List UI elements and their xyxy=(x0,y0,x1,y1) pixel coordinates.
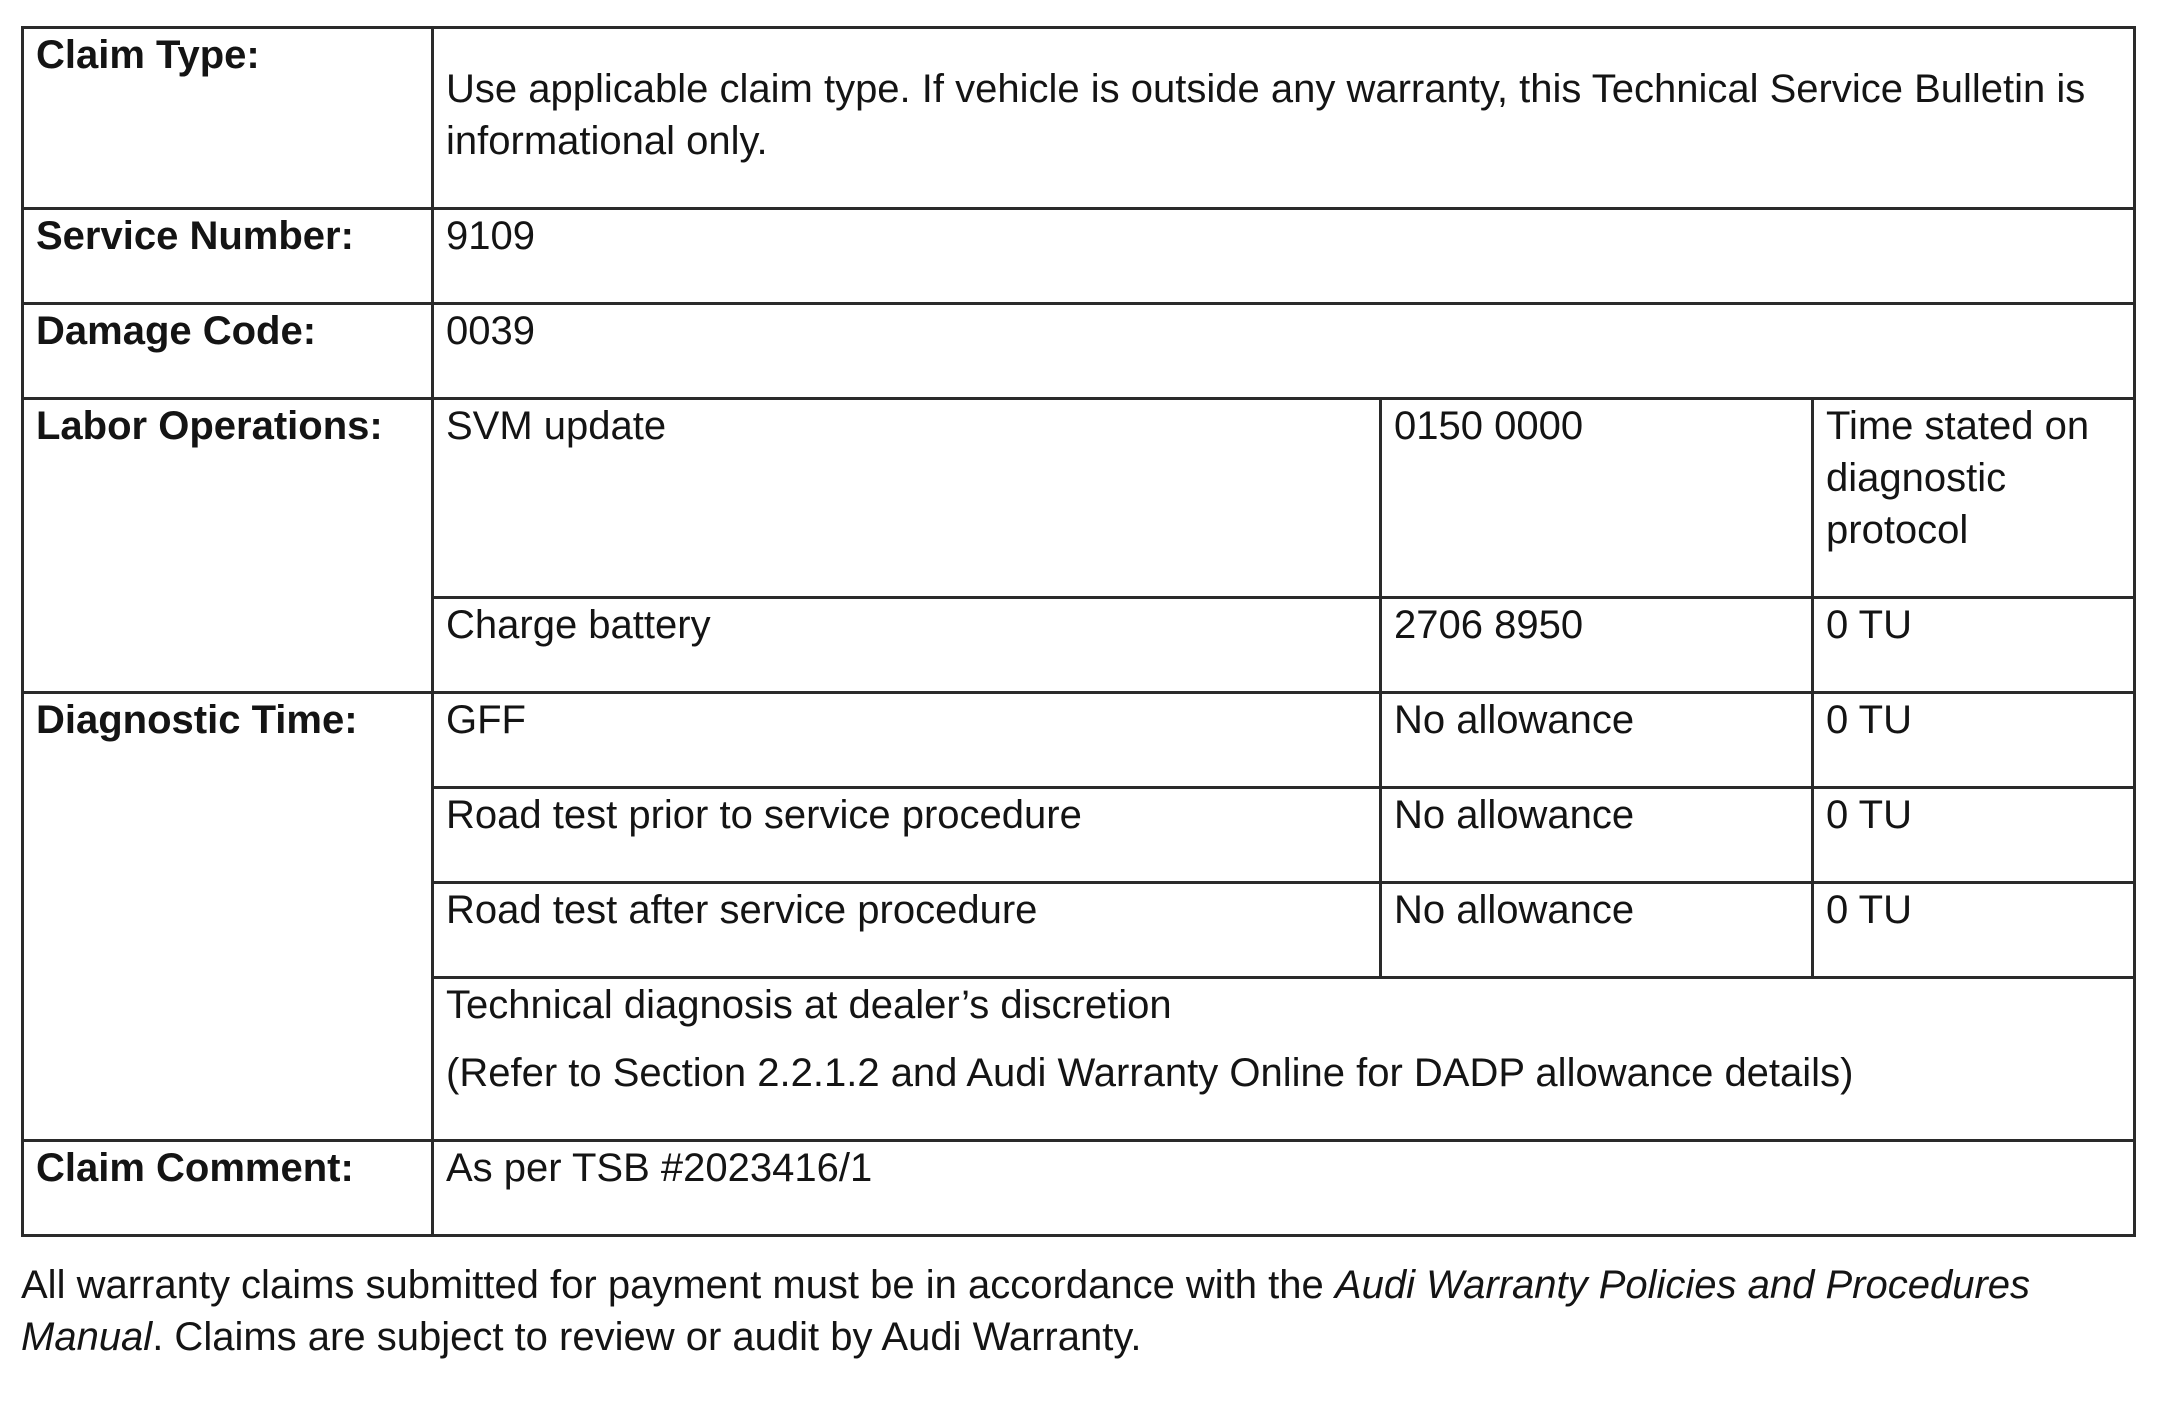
footer-text-after: . Claims are subject to review or audit by Audi Warranty. xyxy=(152,1315,1142,1359)
claim-comment-label: Claim Comment: xyxy=(23,1141,433,1236)
diagnostic-time-row xyxy=(23,693,2135,788)
labor-operations-label: Labor Operations: xyxy=(23,399,433,693)
warranty-document xyxy=(21,26,2133,1403)
diagnostic-allowance: No allowance xyxy=(1381,883,1813,978)
labor-operation-code: 2706 8950 xyxy=(1381,598,1813,693)
claim-comment-value: As per TSB #2023416/1 xyxy=(433,1141,2135,1236)
labor-operation-time: 0 TU xyxy=(1813,598,2135,693)
claim-type-row xyxy=(23,28,2135,209)
diagnostic-note xyxy=(433,978,2135,1141)
claim-comment-row xyxy=(23,1141,2135,1236)
labor-operation-description: SVM update xyxy=(433,399,1381,598)
labor-operation-row xyxy=(23,399,2135,598)
diagnostic-description: Road test after service procedure xyxy=(433,883,1381,978)
claim-type-label: Claim Type: xyxy=(23,28,433,209)
diagnostic-allowance: No allowance xyxy=(1381,693,1813,788)
service-number-value: 9109 xyxy=(433,209,2135,304)
damage-code-value: 0039 xyxy=(433,304,2135,399)
claim-type-value: Use applicable claim type. If vehicle is outside any warranty, this Technical Service Bulletin is informational only. xyxy=(433,28,2135,209)
service-number-label: Service Number: xyxy=(23,209,433,304)
warranty-claim-table xyxy=(21,26,2136,1237)
diagnostic-note-line: Technical diagnosis at dealer’s discretion xyxy=(446,983,1172,1027)
diagnostic-time: 0 TU xyxy=(1813,788,2135,883)
diagnostic-allowance: No allowance xyxy=(1381,788,1813,883)
service-number-row xyxy=(23,209,2135,304)
diagnostic-description: Road test prior to service procedure xyxy=(433,788,1381,883)
footer-manual-title: Audi Warranty Policies and Procedures Manual xyxy=(21,1263,2031,1359)
footer-text-before: All warranty claims submitted for payment must be in accordance with the xyxy=(21,1263,1335,1307)
damage-code-row xyxy=(23,304,2135,399)
warranty-footer-note xyxy=(21,1259,2133,1363)
diagnostic-note-reference: (Refer to Section 2.2.1.2 and Audi Warranty Online for DADP allowance details) xyxy=(446,1051,1854,1095)
diagnostic-time: 0 TU xyxy=(1813,693,2135,788)
diagnostic-time-label: Diagnostic Time: xyxy=(23,693,433,1141)
damage-code-label: Damage Code: xyxy=(23,304,433,399)
diagnostic-time: 0 TU xyxy=(1813,883,2135,978)
labor-operation-description: Charge battery xyxy=(433,598,1381,693)
diagnostic-description: GFF xyxy=(433,693,1381,788)
labor-operation-code: 0150 0000 xyxy=(1381,399,1813,598)
labor-operation-time: Time stated on diagnostic protocol xyxy=(1813,399,2135,598)
